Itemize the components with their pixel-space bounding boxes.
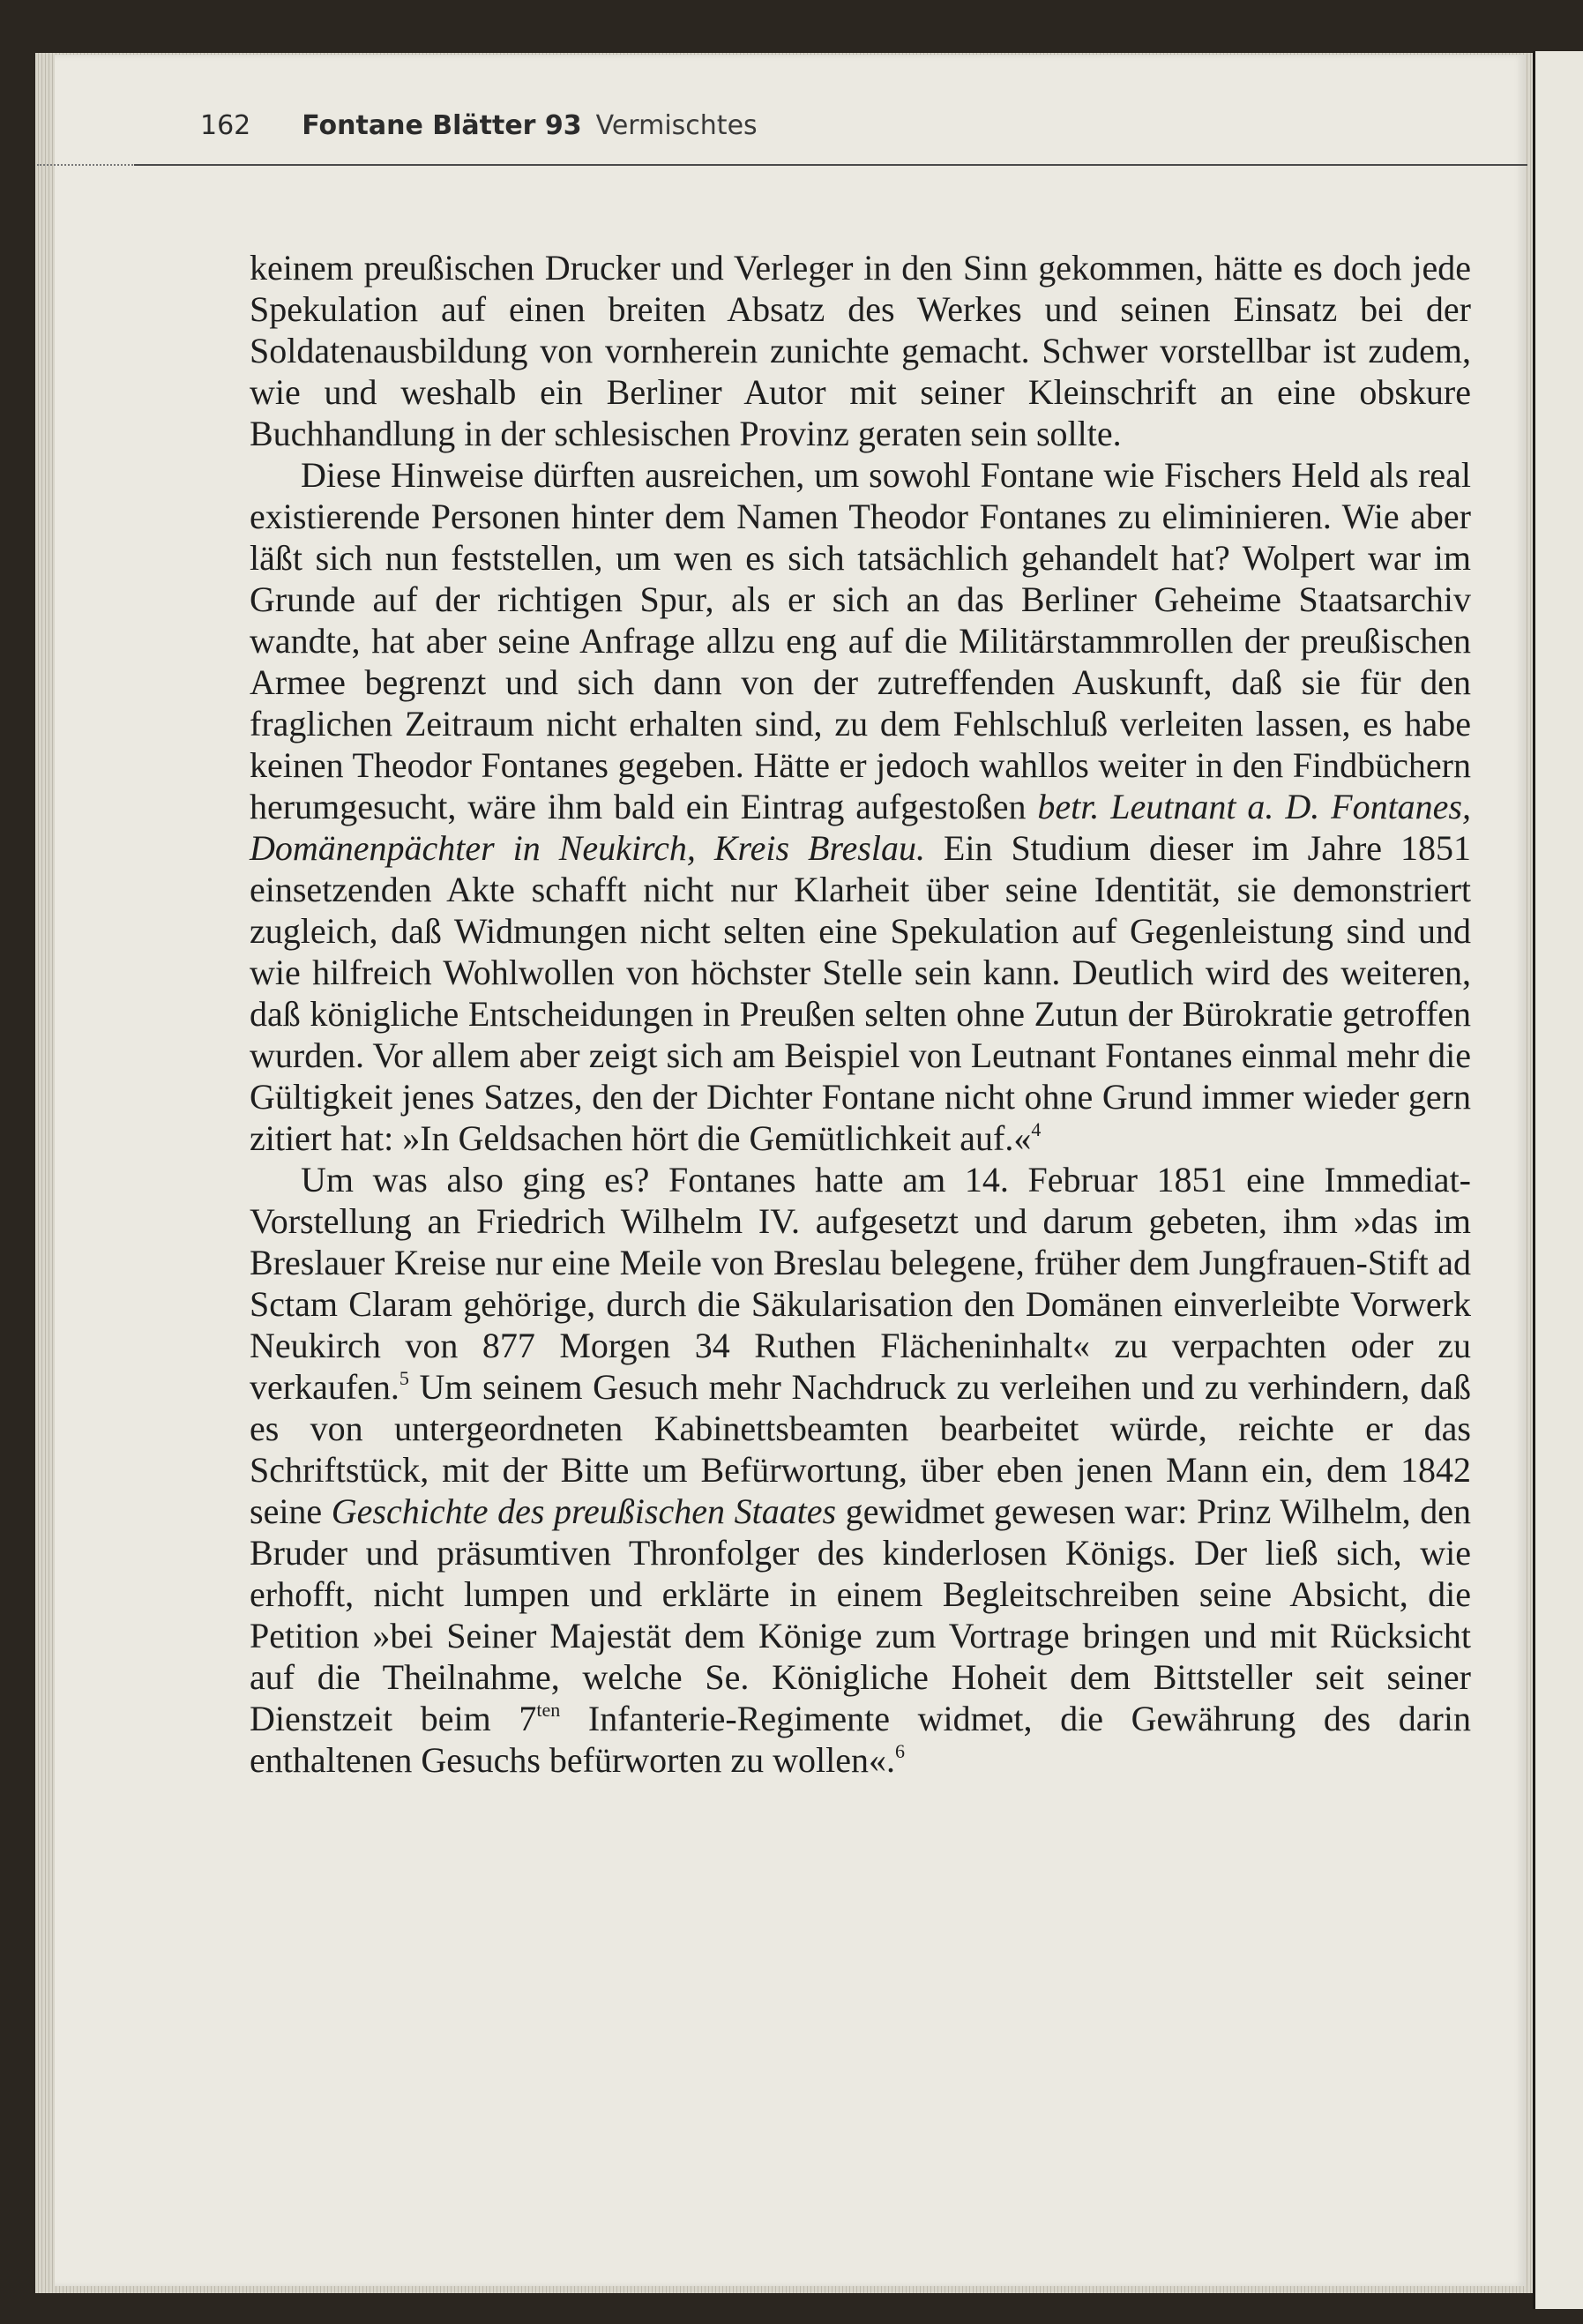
paragraph-3-text-c: gewidmet gewesen war: Prinz Wilhelm, den Bruder und präsumtiven Thronfolger des kinderlosen Königs. Der ließ sich, wie erhofft, nicht lumpen und erklärte in einem Begleitschreiben seine Absicht, die Petition »bei Seiner Majestät dem Könige zum Vortrage bringen und mit Rücksicht auf die Theilnahme, welche Se. Königliche Hoheit dem Bittsteller seit seiner Dienstzeit beim 7 bbox=[250, 1491, 1471, 1738]
header-rule-ornament bbox=[37, 159, 143, 166]
page-number: 162 bbox=[200, 110, 251, 141]
paragraph-3-text-a: Um was also ging es? Fontanes hatte am 14. Februar 1851 eine Immediat-Vorstellung an Friedrich Wilhelm IV. aufgesetzt und darum gebeten, ihm »das im Breslauer Kreise nur eine Meile von Breslau belegene, früher dem Jungfrauen-Stift ad Sctam Claram gehörige, durch die Säkularisation den Domänen einverleibte Vorwerk Neukirch von 877 Morgen 34 Ruthen Flächeninhalt« zu verpachten oder zu verkaufen. bbox=[250, 1160, 1471, 1407]
ordinal-superscript: ten bbox=[536, 1699, 561, 1721]
footnote-ref-4: 4 bbox=[1031, 1118, 1042, 1140]
paragraph-3-text-d: Infanterie-Regimente widmet, die Gewährung des darin enthaltenen Gesuchs befürworten zu wollen«. bbox=[250, 1699, 1471, 1780]
footnote-ref-6: 6 bbox=[894, 1740, 905, 1762]
header-rule bbox=[134, 164, 1527, 166]
paragraph-2-text-b: Ein Studium dieser im Jahre 1851 einsetzenden Akte schafft nicht nur Klarheit über seine Identität, sie demonstriert zugleich, daß Widmungen nicht selten eine Spekulation auf Gegenleistung sind und wie hilfreich Wohlwollen von höchster Stelle sein kann. Deutlich wird des weiteren, daß königliche Entscheidungen in Preußen selten ohne Zutun der Bürokratie getroffen wurden. Vor allem aber zeigt sich am Beispiel von Leutnant Fontanes einmal mehr die Gültigkeit jenes Satzes, den der Dichter Fontane nicht ohne Grund immer wieder gern zitiert hat: »In Geldsachen hört die Gemütlichkeit auf.« bbox=[250, 828, 1472, 1158]
archive-file-title: betr. Leutnant a. D. Fontanes, Domänenpächter in Neukirch, Kreis Breslau. bbox=[250, 787, 1471, 868]
paragraph-3-text-b: Um seinem Gesuch mehr Nachdruck zu verleihen und zu verhindern, daß es von untergeordneten Kabinettsbeamten bearbeitet würde, reichte er das Schriftstück, mit der Bitte um Befürwortung, über eben jenen Mann ein, dem 1842 seine bbox=[250, 1367, 1471, 1531]
journal-title: Fontane Blätter 93 bbox=[302, 110, 582, 141]
paragraph-1-text: keinem preußischen Drucker und Verleger in den Sinn gekommen, hätte es doch jede Spekulation auf einen breiten Absatz des Werkes und seinen Einsatz bei der Soldatenausbildung von vornherein zunichte gemacht. Schwer vorstellbar ist zudem, wie und weshalb ein Berliner Autor mit seiner Kleinschrift an eine obskure Buchhandlung in der schlesischen Provinz geraten sein sollte. bbox=[250, 248, 1471, 453]
section-title: Vermischtes bbox=[595, 110, 758, 141]
adjacent-page-edge bbox=[1533, 51, 1583, 2309]
paragraph-2-text-a: Diese Hinweise dürften ausreichen, um sowohl Fontane wie Fischers Held als real existierende Personen hinter dem Namen Theodor Fontanes zu eliminieren. Wie aber läßt sich nun feststellen, um wen es sich tatsächlich gehandelt hat? Wolpert war im Grunde auf der richtigen Spur, als er sich an das Berliner Geheime Staatsarchiv wandte, hat aber seine Anfrage allzu eng auf die Militärstammrollen der preußischen Armee begrenzt und sich dann von der zutreffenden Auskunft, daß sie für den fraglichen Zeitraum nicht erhalten sind, zu dem Fehlschluß verleiten lassen, es habe keinen Theodor Fontanes gegeben. Hätte er jedoch wahllos weiter in den Findbüchern herumgesucht, wäre ihm bald ein Eintrag aufgestoßen bbox=[250, 455, 1471, 826]
footnote-ref-5: 5 bbox=[399, 1367, 409, 1389]
running-header bbox=[200, 106, 758, 146]
body-text bbox=[250, 247, 1471, 1781]
paragraph-3 bbox=[250, 1159, 1471, 1781]
book-title-italic: Geschichte des preußischen Staates bbox=[331, 1491, 837, 1531]
paragraph-1 bbox=[250, 247, 1471, 454]
paragraph-2 bbox=[250, 454, 1471, 1159]
